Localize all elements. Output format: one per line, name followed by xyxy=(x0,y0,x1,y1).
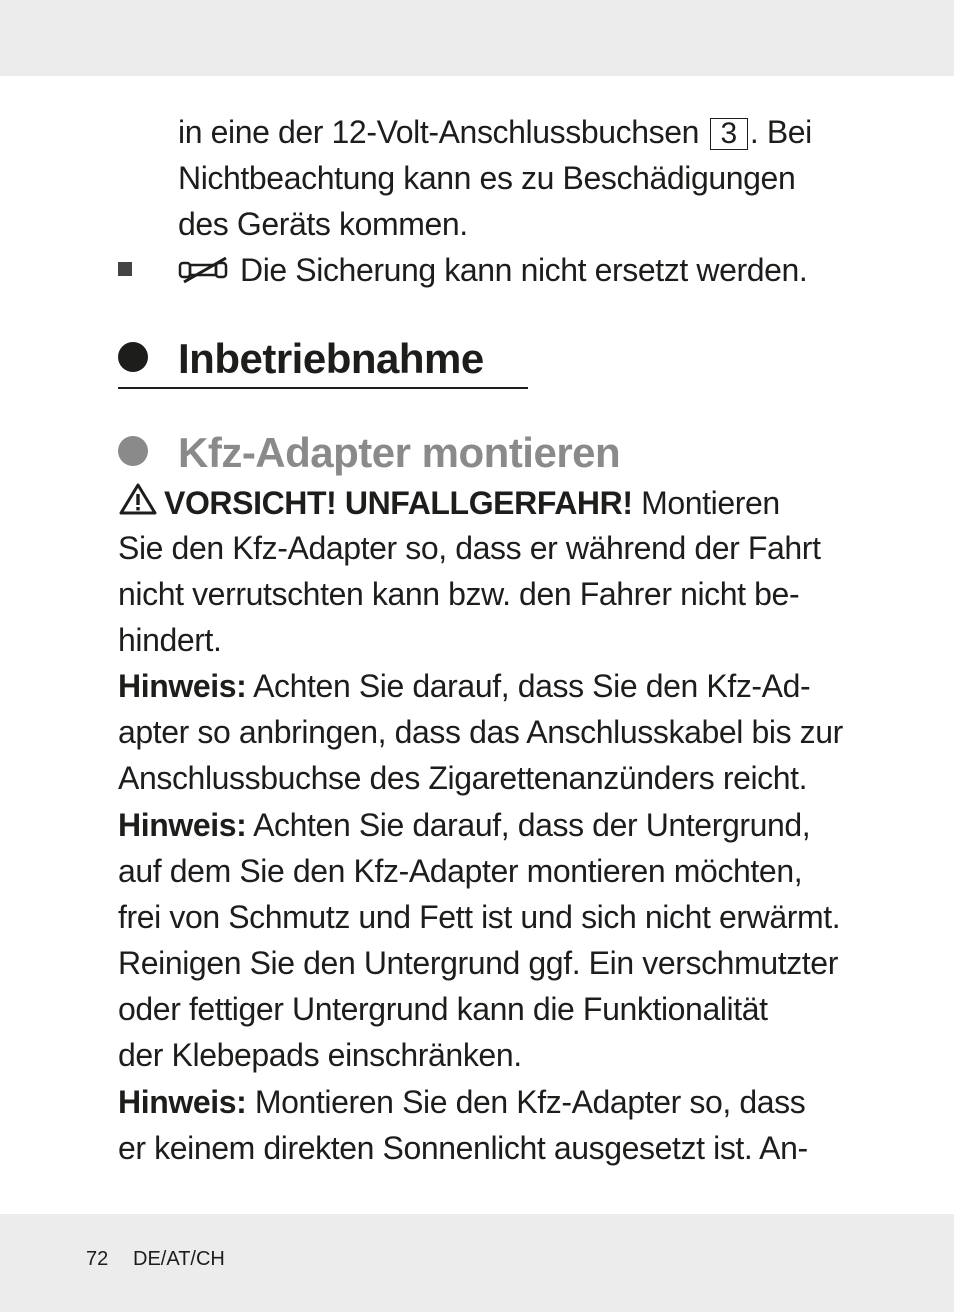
warning-line-1: VORSICHT! UNFALLGERFAHR! Montieren xyxy=(118,482,780,525)
component-reference-box: 3 xyxy=(710,118,748,150)
warning-line-2: Sie den Kfz-Adapter so, dass er während der Fahrt xyxy=(118,530,821,566)
note-3-line-1: Hinweis: Montieren Sie den Kfz-Adapter so, dass xyxy=(118,1084,806,1120)
intro-line-1: in eine der 12-Volt-Anschlussbuchsen 3 . Bei xyxy=(178,114,812,150)
note-1-line-1: Hinweis: Achten Sie darauf, dass Sie den Kfz-Ad- xyxy=(118,668,811,704)
note-1-line-2: apter so anbringen, dass das Anschlusskabel bis zur xyxy=(118,714,843,750)
note-label: Hinweis: xyxy=(118,668,247,704)
intro-line-2: Nichtbeachtung kann es zu Beschädigungen xyxy=(178,160,796,196)
region-label: DE/AT/CH xyxy=(133,1248,225,1270)
note-2-line-3: frei von Schmutz und Fett ist und sich nicht erwärmt. xyxy=(118,899,841,935)
fuse-crossed-icon xyxy=(178,253,232,293)
subsection-bullet-gray xyxy=(118,436,148,466)
note-3-line-2: er keinem direkten Sonnenlicht ausgesetzt ist. An- xyxy=(118,1130,808,1166)
note-label: Hinweis: xyxy=(118,1084,247,1120)
page-number: 72 xyxy=(86,1248,109,1270)
warning-label: VORSICHT! UNFALLGERFAHR! xyxy=(164,485,633,521)
note-2-line-4: Reinigen Sie den Untergrund ggf. Ein verschmutzter xyxy=(118,945,838,981)
section-title-inbetriebnahme: Inbetriebnahme xyxy=(178,335,484,382)
list-bullet xyxy=(118,262,132,276)
note-label: Hinweis: xyxy=(118,807,247,843)
note-2-line-1: Hinweis: Achten Sie darauf, dass der Untergrund, xyxy=(118,807,811,843)
intro-line-3: des Geräts kommen. xyxy=(178,206,468,242)
warning-triangle-icon xyxy=(118,482,158,525)
warning-line-3: nicht verrutschten kann bzw. den Fahrer nicht be- xyxy=(118,576,800,612)
note-2-line-2: auf dem Sie den Kfz-Adapter montieren möchten, xyxy=(118,853,803,889)
header-band xyxy=(0,0,954,76)
section-underline xyxy=(118,387,528,389)
warning-line-4: hindert. xyxy=(118,622,222,658)
section-bullet-dark xyxy=(118,342,148,372)
list-item-fuse: Die Sicherung kann nicht ersetzt werden. xyxy=(178,250,807,293)
subsection-title-kfz-adapter: Kfz-Adapter montieren xyxy=(178,429,621,476)
note-2-line-6: der Klebepads einschränken. xyxy=(118,1037,522,1073)
note-2-line-5: oder fettiger Untergrund kann die Funktionalität xyxy=(118,991,768,1027)
note-1-line-3: Anschlussbuchse des Zigarettenanzünders reicht. xyxy=(118,760,808,796)
